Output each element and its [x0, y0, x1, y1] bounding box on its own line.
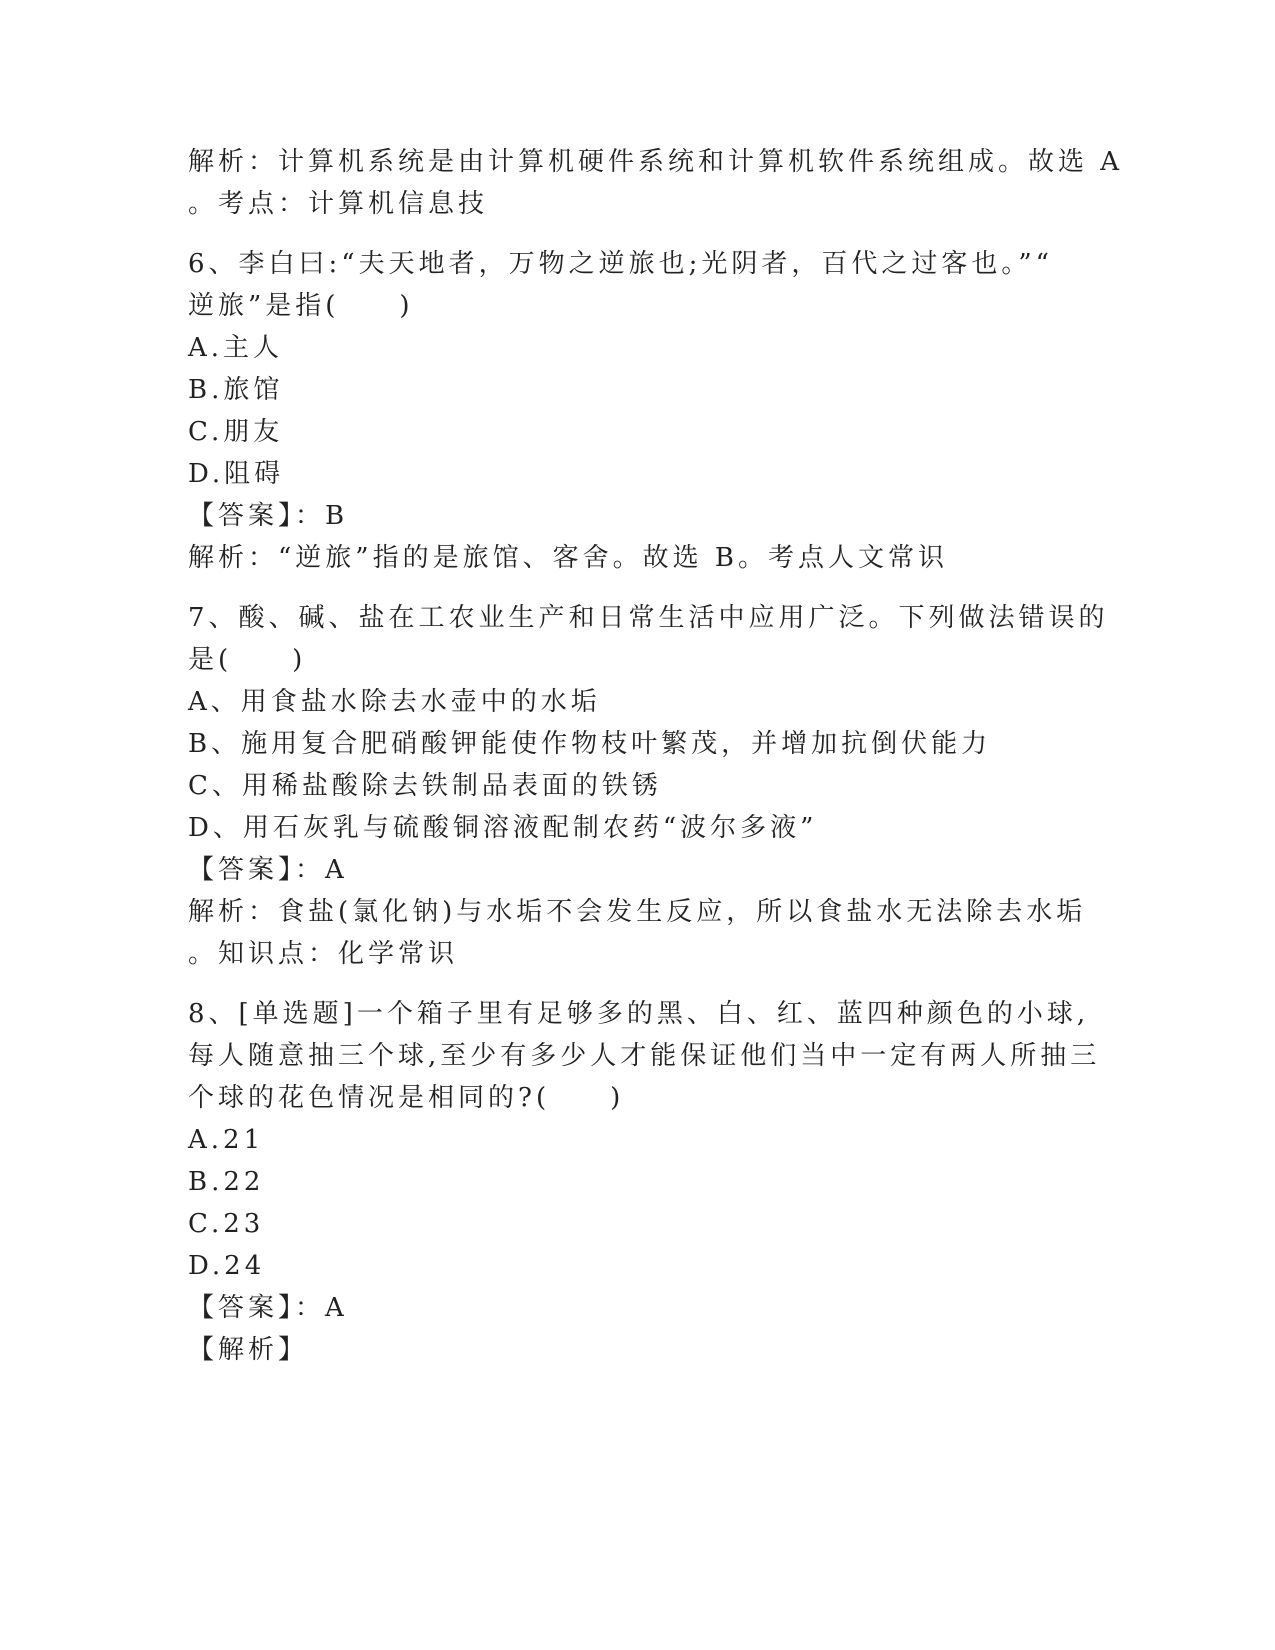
q7-option-c: C、用稀盐酸除去铁制品表面的铁锈 [188, 771, 662, 801]
q8-stem-line1: 8、[单选题]一个箱子里有足够多的黑、白、红、蓝四种颜色的小球, [188, 999, 1090, 1029]
q6-option-a: A.主人 [188, 333, 284, 363]
q8-option-d: D.24 [188, 1251, 266, 1281]
q7-analysis-line2: 。知识点：化学常识 [188, 939, 459, 969]
q6-stem-line2: 逆旅”是指( ) [188, 291, 414, 321]
q7-option-d: D、用石灰乳与硫酸铜溶液配制农药“波尔多液” [188, 813, 818, 843]
q5-analysis-line1: 解析：计算机系统是由计算机硬件系统和计算机软件系统组成。故选 A [188, 147, 1124, 177]
q7-option-b: B、施用复合肥硝酸钾能使作物枝叶繁茂，并增加抗倒伏能力 [188, 729, 992, 759]
q7-analysis-line1: 解析：食盐(氯化钠)与水垢不会发生反应，所以食盐水无法除去水垢 [188, 897, 1087, 927]
q7-stem-line1: 7、酸、碱、盐在工农业生产和日常生活中应用广泛。下列做法错误的 [188, 603, 1109, 633]
q6-stem-line1: 6、李白曰:“夫天地者，万物之逆旅也;光阴者，百代之过客也。”“ [188, 249, 1053, 279]
q6-option-b: B.旅馆 [188, 375, 284, 405]
q8-option-c: C.23 [188, 1209, 265, 1239]
q6-answer: 【答案】：B [188, 501, 349, 531]
q6-analysis: 解析：“逆旅”指的是旅馆、客舍。故选 B。考点人文常识 [188, 543, 948, 573]
q8-answer: 【答案】：A [188, 1293, 348, 1323]
q8-analysis-label: 【解析】 [188, 1335, 309, 1365]
q8-option-a: A.21 [188, 1125, 265, 1155]
q6-option-c: C.朋友 [188, 417, 284, 447]
q6-option-d: D.阻碍 [188, 459, 285, 489]
q7-answer: 【答案】：A [188, 855, 348, 885]
q8-option-b: B.22 [188, 1167, 265, 1197]
q7-option-a: A、用食盐水除去水壶中的水垢 [188, 687, 601, 717]
q8-stem-line2: 每人随意抽三个球,至少有多少人才能保证他们当中一定有两人所抽三 [188, 1041, 1101, 1071]
q8-stem-line3: 个球的花色情况是相同的?( ) [188, 1083, 625, 1113]
q7-stem-line2: 是( ) [188, 645, 307, 675]
q5-analysis-line2: 。考点：计算机信息技 [188, 189, 489, 219]
